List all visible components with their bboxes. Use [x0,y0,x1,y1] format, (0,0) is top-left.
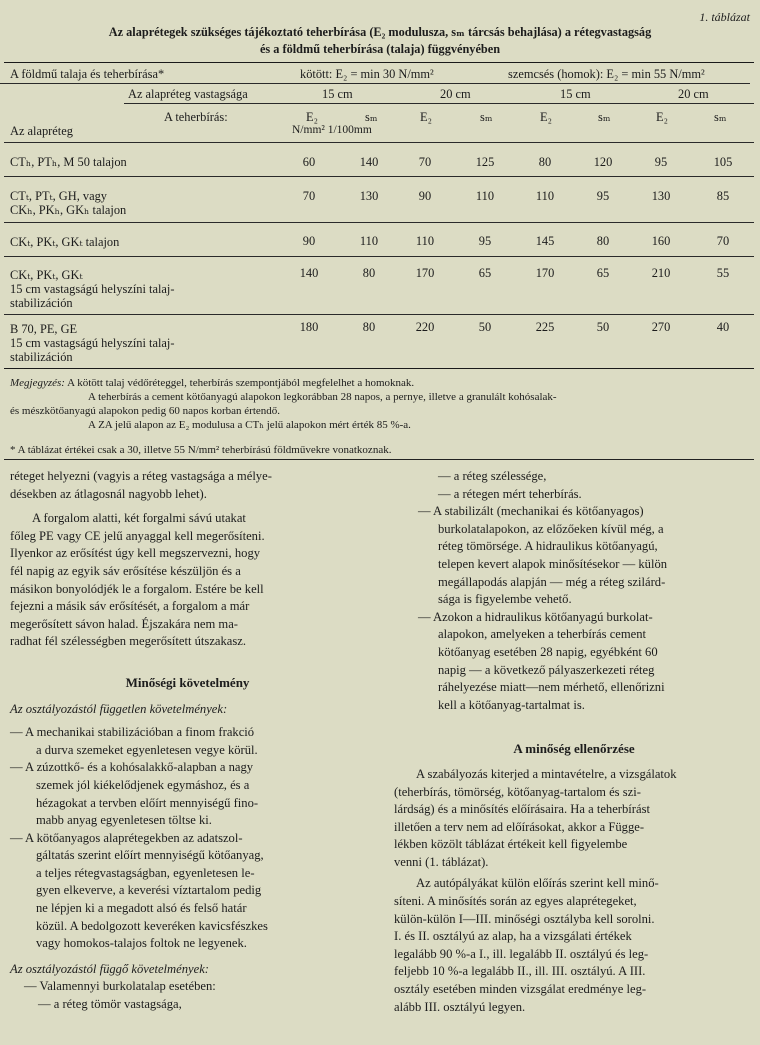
subheading: Az osztályozástól független követelmények: [10,701,228,716]
header-thickness-4: 20 cm [678,87,709,101]
header-col-6: sₘ [598,110,611,124]
table-title-line1: Az alaprétegek szükséges tájékoztató teherbírása (E₂ modulusza, sₘ tárcsás behajlása) a rétegvastagság [108,25,652,39]
cell-value: 50 [596,320,610,334]
cell-value: 65 [478,266,492,280]
list-item: — a rétegen mért teherbírás. [438,486,582,501]
header-col-5: E₂ [540,110,552,124]
note-line [10,376,750,390]
section-heading: Minőségi követelmény [125,674,250,690]
list-item: — a réteg szélessége, [438,469,547,483]
section-heading: A minőség ellenőrzése [513,741,635,757]
cell-value: 70 [302,189,316,203]
header-rule-2 [124,103,754,104]
cell-value: 270 [651,320,671,334]
note-text: A kötött talaj védőréteggel, teherbírás szempontjából megfelelhet a homoknak. [67,377,415,389]
paragraph: Az autópályákat külön előírás szerint kell minő- síteni. A minősítés során az egyes alaprétegeket, külön-külön I—III. minőségi osztályba kell sorolni. I. és II. osztályú az alap, ha a vizsgálati értékek legalább 90 %-a I., ill. legalább II. osztályú és leg- feljebb 10 %-a legalább II., ill. III. osztályú. A III. osztály esetében minden vizsgálat eredménye leg- alább III. osztályú legyen. [394,876,659,1014]
table-number: 1. táblázat [699,10,750,24]
header-col-1: E₂ [306,110,318,124]
cell-value: 140 [359,155,379,169]
cell-value: 70 [716,234,730,248]
cell-value: 60 [302,155,316,169]
footnote: * A táblázat értékei csak a 30, illetve 55 N/mm² teherbírású földművekre vonatkoznak. [10,444,392,456]
note-line: és mészkötőanyagú alapokon pedig 60 napos korban értendő. [10,405,281,417]
cell-value: 170 [415,266,435,280]
header-granular: szemcsés (homok): E₂ = min 55 N/mm² [508,67,705,81]
row-label: CTₜ, PTₜ, GH, vagy [10,189,107,203]
header-soil-label: A földmű talaja és teherbírása* [10,67,165,81]
header-thickness-1: 15 cm [322,87,353,101]
cell-value: 120 [593,155,613,169]
header-col-3: E₂ [420,110,432,124]
cell-value: 80 [362,266,376,280]
cell-value: 90 [302,234,316,248]
cell-value: 130 [359,189,379,203]
cell-value: 110 [535,189,555,203]
cell-value: 95 [478,234,492,248]
row-label: B 70, PE, GE [10,322,78,336]
header-col-4: sₘ [480,110,493,124]
cell-value: 70 [418,155,432,169]
cell-value: 180 [299,320,319,334]
cell-value: 145 [535,234,555,248]
cell-value: 125 [475,155,495,169]
row-rule [4,314,754,315]
header-bearing-label: A teherbírás: [164,110,228,124]
cell-value: 105 [713,155,733,169]
row-label: stabilizáción [10,350,73,364]
cell-value: 80 [362,320,376,334]
cell-value: 225 [535,320,555,334]
section-divider [4,459,754,460]
row-label: CKₕ, PKₕ, GKₕ talajon [10,203,127,217]
cell-value: 80 [596,234,610,248]
note-line: A teherbírás a cement kötőanyagú alapokon legkorábban 28 napos, a pernye, illetve a granulált kohósalak- [88,391,557,403]
list-item: — A zúzottkő- és a kohósalakkő-alapban a nagy szemek jól kiékelődjenek egymáshoz, és a hézagokat a tervben előírt mennyiségű fino- mabb anyag egyenletesen töltse ki. [10,760,259,828]
header-units: N/mm² 1/100mm [292,124,372,136]
cell-value: 210 [651,266,671,280]
row-rule [4,256,754,257]
table-bottom-rule [4,368,754,369]
cell-value: 85 [716,189,730,203]
left-column [10,468,365,1014]
header-col-8: sₘ [714,110,727,124]
cell-value: 130 [651,189,671,203]
cell-value: 55 [716,266,730,280]
row-rule [4,222,754,223]
table-notes [10,376,750,457]
right-column [394,468,754,1016]
list-item: — Valamennyi burkolatalap esetében: [24,979,216,994]
cell-value: 90 [418,189,432,203]
note-line: A ZA jelű alapon az E₂ modulusa a CTₕ jelű alapokon mért érték 85 %-a. [88,419,411,431]
cell-value: 160 [651,234,671,248]
note-label: Megjegyzés: [10,377,65,389]
header-thickness-2: 20 cm [440,87,471,101]
row-label: CTₕ, PTₕ, M 50 talajon [10,155,127,169]
paragraph: A forgalom alatti, két forgalmi sávú utakat főleg PE vagy CE jelű anyaggal kell megerősíteni. Ilyenkor az erősítést úgy kell megszervezni, hogy fél napig az egyik sáv erősítése készüljön és a másikon bonyolódjék le a forgalom. Estére be kell fejezni a másik sáv erősítését, a forgalom a már megerősített sávon halad. Éjszakára nem ma- radhat fél szélességben megerősített útszakasz. [10,511,265,649]
cell-value: 110 [415,234,435,248]
header-col-7: E₂ [656,110,668,124]
table-title [20,24,740,58]
paragraph: A szabályozás kiterjed a mintavételre, a vizsgálatok (teherbírás, tömörség, kötőanyag-tartalom és szi- lárdság) és a minősítés előírásaira. Ha a teherbírást illetően a terv nem ad előírásokat, akkor a Függe- lékben közölt táblázat értékeit kell figyelembe venni (1. táblázat). [394,766,677,869]
cell-value: 65 [596,266,610,280]
header-rule-1 [0,83,750,84]
cell-value: 50 [478,320,492,334]
header-rule-3 [4,142,754,143]
header-layer-label: Az alapréteg [10,124,73,138]
row-label: CKₜ, PKₜ, GKₜ talajon [10,235,120,249]
cell-value: 220 [415,320,435,334]
list-item: — Azokon a hidraulikus kötőanyagú burkolat- alapokon, amelyeken a teherbírás cement kötőanyag esetében 28 napig, egyébként 60 napig — a következő pályaszerkezeti réteg ráhelyezése miatt—nem mérhető, ellenőrizni kell a kötőanyag-tartalmat is. [418,609,665,712]
header-col-2: sₘ [365,110,378,124]
cell-value: 140 [299,266,319,280]
table-title-line2: és a földmű teherbírása (talaja) függvényében [259,42,501,56]
header-thickness-label: Az alapréteg vastagsága [128,87,248,101]
cell-value: 40 [716,320,730,334]
paragraph: réteget helyezni (vagyis a réteg vastagsága a mélye- désekben az átlagosnál nagyobb lehet). [10,469,272,501]
cell-value: 80 [538,155,552,169]
list-item: — a réteg tömör vastagsága, [38,997,182,1012]
table-top-rule [4,62,754,63]
cell-value: 170 [535,266,555,280]
row-label: stabilizáción [10,296,73,310]
cell-value: 110 [359,234,379,248]
list-item: — A mechanikai stabilizációban a finom frakció a durva szemeket egyenletesen vegye körül. [10,725,258,757]
row-label: 15 cm vastagságú helyszíni talaj- [10,282,175,296]
row-label: 15 cm vastagságú helyszíni talaj- [10,336,175,350]
row-rule [4,176,754,177]
list-item: — A kötőanyagos alaprétegekben az adatszol- gáltatás szerint előírt mennyiségű kötőanyag, a teljes rétegvastagságban, egyenletesen le- gyen elkeverve, a keverési víztartalom pedig ne lépjen ki a megadott alsó és felső határ közül. A bedolgozott keveréken kavicsfészkes vagy homokos-talajos foltok ne legyenek. [10,830,268,951]
cell-value: 95 [596,189,610,203]
subheading: Az osztályozástól függő követelmények: [10,961,209,976]
row-label: CKₜ, PKₜ, GKₜ [10,268,83,282]
header-bound: kötött: E₂ = min 30 N/mm² [300,67,434,81]
header-thickness-3: 15 cm [560,87,591,101]
cell-value: 110 [475,189,495,203]
list-item: — A stabilizált (mechanikai és kötőanyagos) burkolatalapokon, az előzőeken kívül még, a réteg tömörsége. A hidraulikus kötőanyagú, telepen kevert alapok minősítésekor — külön megállapodás alapján — még a réteg szilárd- sága is figyelembe vehető. [418,504,668,607]
cell-value: 95 [654,155,668,169]
